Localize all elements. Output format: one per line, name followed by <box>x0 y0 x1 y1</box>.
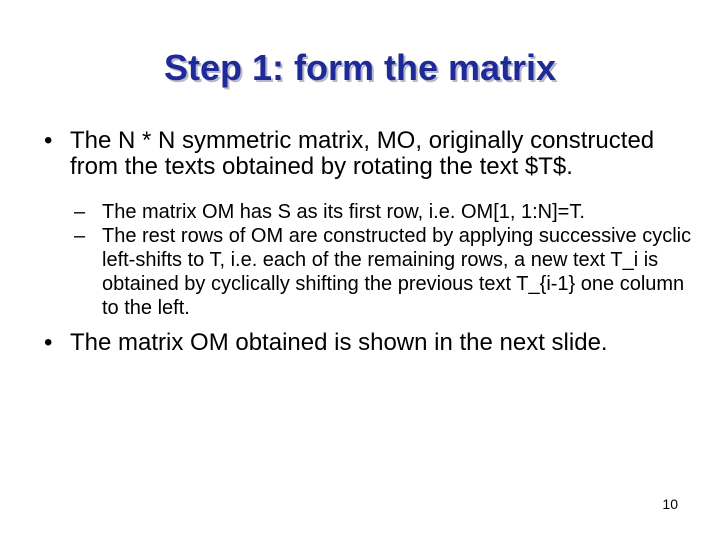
page-number: 10 <box>662 496 678 512</box>
bullet-text: The matrix OM obtained is shown in the next slide. <box>70 329 608 356</box>
bullet-icon: • <box>44 329 53 356</box>
bullet-item <box>44 330 694 356</box>
bullet-icon: • <box>44 127 53 154</box>
slide-title: Step 1: form the matrix <box>163 47 557 88</box>
sub-bullet-text: The matrix OM has S as its first row, i.e. OM[1, 1:N]=T. <box>102 201 585 223</box>
sub-bullet-item <box>74 200 694 224</box>
dash-icon: – <box>74 201 86 223</box>
bullet-item <box>44 128 694 180</box>
slide-body <box>44 128 694 356</box>
sub-bullet-text: The rest rows of OM are constructed by applying successive cyclic left-shifts to T, i.e. each of the remaining rows, a new text T_i is obtained by cyclically shifting the previous text T_{i-1} one column to the left. <box>102 225 692 319</box>
bullet-text: The N * N symmetric matrix, MO, originally constructed from the texts obtained by rotating the text $T$. <box>70 127 655 180</box>
dash-icon: – <box>74 225 86 247</box>
sub-bullet-list <box>74 200 694 320</box>
sub-bullet-item <box>74 224 694 320</box>
